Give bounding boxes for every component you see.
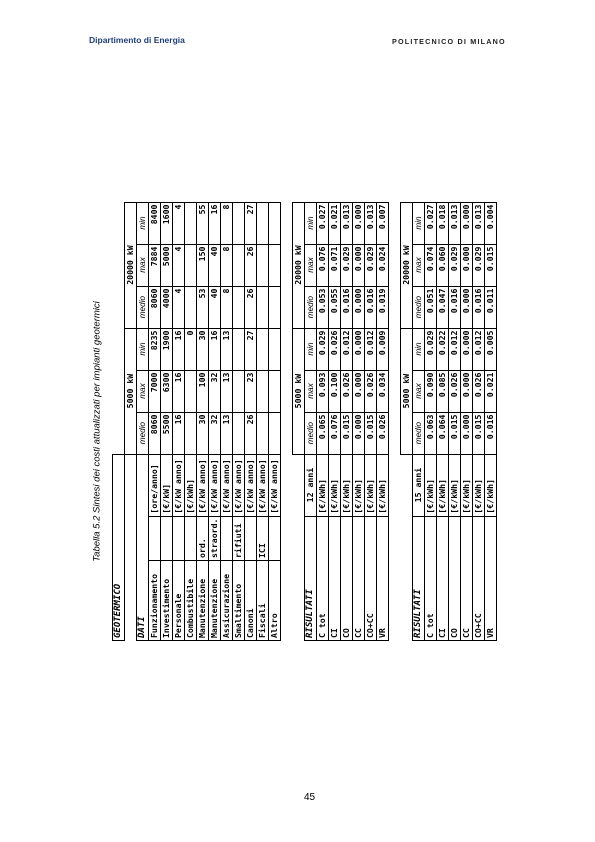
value-cell: 0.012 (341, 328, 353, 370)
value-cell: 0.047 (437, 286, 449, 328)
value-cell: 0.000 (461, 328, 473, 370)
value-cell: 100 (197, 370, 209, 412)
row-sublabel: ord. (197, 516, 209, 560)
value-cell: 5000 (161, 244, 173, 286)
value-cell: 0.016 (449, 286, 461, 328)
results-row (365, 202, 377, 640)
value-cell: 0.018 (437, 202, 449, 244)
size-header: 20000 kW (125, 202, 137, 328)
value-cell: 40 (209, 244, 221, 286)
row-unit: [€/kW anno] (233, 454, 245, 516)
dati-row (269, 202, 281, 640)
value-cell: 0.026 (377, 412, 389, 454)
value-cell: 8400 (149, 202, 161, 244)
value-cell: 1900 (161, 328, 173, 370)
value-cell: 0.029 (317, 328, 329, 370)
subcol-header: max (137, 370, 149, 412)
value-cell: 4 (173, 244, 185, 286)
value-cell: 16 (173, 412, 185, 454)
results-row (485, 202, 497, 640)
row-label: CI (329, 516, 341, 640)
value-cell: 4 (173, 202, 185, 244)
value-cell: 0 (185, 328, 197, 370)
value-cell: 0.000 (353, 202, 365, 244)
row-label: Manutenzione (197, 561, 209, 641)
row-sublabel (185, 516, 197, 560)
value-cell (233, 202, 245, 244)
cost-table (112, 202, 497, 641)
blank-cell (125, 454, 137, 640)
row-label: C tot (425, 516, 437, 640)
value-cell: 0.007 (377, 202, 389, 244)
value-cell: 0.015 (365, 412, 377, 454)
results-row (425, 202, 437, 640)
results-row (341, 202, 353, 640)
row-label: CO+CC (473, 516, 485, 640)
value-cell: 0.034 (377, 370, 389, 412)
results-years: 15 anni (413, 454, 425, 516)
value-cell: 8 (221, 244, 233, 286)
value-cell: 0.053 (317, 286, 329, 328)
value-cell: 0.013 (473, 202, 485, 244)
value-cell: 13 (221, 328, 233, 370)
dati-row (149, 202, 161, 640)
row-label: Canoni (245, 561, 257, 641)
subcol-header: medio (413, 412, 425, 454)
value-cell: 0.000 (353, 370, 365, 412)
row-unit: [€/kWh] (473, 454, 485, 516)
row-sublabel (245, 516, 257, 560)
results-row (353, 202, 365, 640)
row-unit: [€/kWh] (353, 454, 365, 516)
row-unit: [€/kWh] (317, 454, 329, 516)
value-cell (185, 286, 197, 328)
row-label: VR (377, 516, 389, 640)
dati-row (197, 202, 209, 640)
value-cell: 7000 (149, 370, 161, 412)
value-cell: 6300 (161, 370, 173, 412)
size-header: 5000 kW (401, 328, 413, 454)
size-header: 5000 kW (125, 328, 137, 454)
subcol-header: max (413, 244, 425, 286)
blank-cell (401, 454, 413, 640)
row-label: CO (341, 516, 353, 640)
value-cell: 8060 (149, 412, 161, 454)
value-cell: 0.015 (485, 244, 497, 286)
row-sublabel (221, 516, 233, 560)
value-cell: 0.027 (425, 202, 437, 244)
value-cell: 0.000 (461, 286, 473, 328)
dati-label: DATI (137, 454, 149, 640)
value-cell: 0.063 (425, 412, 437, 454)
department-header: Dipartimento di Energia (89, 35, 185, 45)
row-label: VR (485, 516, 497, 640)
value-cell: 0.009 (377, 328, 389, 370)
row-unit: [€/kWh] (329, 454, 341, 516)
value-cell: 0.022 (437, 328, 449, 370)
value-cell (257, 202, 269, 244)
results-header-row (305, 202, 317, 640)
value-cell: 0.029 (449, 244, 461, 286)
value-cell (257, 412, 269, 454)
row-label: Combustibile (185, 561, 197, 641)
value-cell: 30 (197, 328, 209, 370)
value-cell: 0.029 (425, 328, 437, 370)
value-cell: 0.000 (461, 202, 473, 244)
value-cell: 0.093 (317, 370, 329, 412)
value-cell: 0.090 (425, 370, 437, 412)
value-cell: 0.026 (329, 328, 341, 370)
value-cell (269, 202, 281, 244)
value-cell: 0.000 (461, 412, 473, 454)
value-cell (257, 370, 269, 412)
value-cell: 0.055 (329, 286, 341, 328)
row-label: CC (353, 516, 365, 640)
row-sublabel (173, 516, 185, 560)
value-cell (185, 412, 197, 454)
size-header-row (125, 202, 137, 640)
subcol-header: min (305, 202, 317, 244)
subcol-header: min (305, 328, 317, 370)
value-cell: 0.016 (473, 286, 485, 328)
row-label: Manutenzione (209, 561, 221, 641)
value-cell (257, 286, 269, 328)
results-label: RISULTATI (413, 516, 425, 640)
row-unit: [€/kW anno] (173, 454, 185, 516)
value-cell: 0.071 (329, 244, 341, 286)
value-cell: 16 (173, 328, 185, 370)
value-cell: 0.000 (461, 370, 473, 412)
subcol-header: max (305, 244, 317, 286)
value-cell: 0.000 (353, 244, 365, 286)
subcol-header: min (137, 328, 149, 370)
value-cell: 40 (209, 286, 221, 328)
value-cell: 0.011 (485, 286, 497, 328)
value-cell: 0.013 (341, 202, 353, 244)
row-unit: [€/kWh] (485, 454, 497, 516)
row-unit: [€/kWh] (437, 454, 449, 516)
row-unit: [ore/anno] (149, 454, 161, 516)
results-row (461, 202, 473, 640)
dati-row (245, 202, 257, 640)
value-cell: 16 (173, 370, 185, 412)
value-cell: 13 (221, 370, 233, 412)
value-cell: 0.029 (365, 244, 377, 286)
value-cell: 32 (209, 412, 221, 454)
value-cell: 27 (245, 202, 257, 244)
results-size-row (293, 202, 305, 640)
results-label: RISULTATI (305, 516, 317, 640)
value-cell: 27 (245, 328, 257, 370)
value-cell (185, 244, 197, 286)
row-label: Assicurazione (221, 561, 233, 641)
value-cell: 1600 (161, 202, 173, 244)
row-label: CC (461, 516, 473, 640)
value-cell: 0.076 (329, 412, 341, 454)
row-label: Altro (269, 561, 281, 641)
value-cell: 0.026 (341, 370, 353, 412)
value-cell: 0.064 (437, 412, 449, 454)
subcol-header: min (413, 328, 425, 370)
value-cell (269, 244, 281, 286)
row-unit: [€/kW anno] (245, 454, 257, 516)
value-cell: 0.085 (437, 370, 449, 412)
value-cell: 0.074 (425, 244, 437, 286)
row-unit: [€/kW anno] (197, 454, 209, 516)
value-cell: 0.016 (365, 286, 377, 328)
rotated-table-container (112, 125, 517, 641)
row-unit: [€/kWh] (341, 454, 353, 516)
value-cell: 32 (209, 370, 221, 412)
value-cell: 0.029 (473, 244, 485, 286)
value-cell: 16 (209, 202, 221, 244)
row-unit: [€/kW anno] (269, 454, 281, 516)
value-cell: 0.013 (365, 202, 377, 244)
dati-row (221, 202, 233, 640)
gap-row (389, 202, 401, 640)
value-cell: 0.000 (353, 328, 365, 370)
value-cell: 0.021 (329, 202, 341, 244)
row-sublabel: rifiuti (233, 516, 245, 560)
subcol-header: min (137, 202, 149, 244)
value-cell: 0.021 (485, 370, 497, 412)
dati-row (185, 202, 197, 640)
value-cell: 8 (221, 202, 233, 244)
value-cell: 0.027 (317, 202, 329, 244)
subcol-header: max (413, 370, 425, 412)
gap-row (281, 202, 293, 640)
size-header: 20000 kW (293, 202, 305, 328)
blank-cell (113, 202, 125, 454)
row-unit: [€/kW anno] (209, 454, 221, 516)
subcol-header: medio (137, 286, 149, 328)
row-unit: [€/kWh] (461, 454, 473, 516)
value-cell: 0.013 (449, 202, 461, 244)
table-caption: Tabella 5.2 Sintesi dei costi attualizzati per impianti geotermici (91, 301, 103, 562)
value-cell: 0.060 (437, 244, 449, 286)
value-cell: 0.065 (317, 412, 329, 454)
value-cell: 0.000 (353, 286, 365, 328)
row-sublabel (161, 516, 173, 560)
row-sublabel: straord. (209, 516, 221, 560)
dati-row (233, 202, 245, 640)
value-cell: 0.012 (473, 328, 485, 370)
value-cell (269, 286, 281, 328)
gap-cell (389, 202, 401, 640)
value-cell: 8235 (149, 328, 161, 370)
value-cell: 0.024 (377, 244, 389, 286)
value-cell (269, 370, 281, 412)
subcol-header: medio (305, 286, 317, 328)
subcol-header: medio (137, 412, 149, 454)
row-unit: [€/kWh] (449, 454, 461, 516)
value-cell: 0.012 (365, 328, 377, 370)
subcol-header: max (305, 370, 317, 412)
row-label: Investimento (161, 561, 173, 641)
size-header: 20000 kW (401, 202, 413, 328)
value-cell: 0.004 (485, 202, 497, 244)
value-cell: 4 (173, 286, 185, 328)
row-label: CO+CC (365, 516, 377, 640)
value-cell (233, 244, 245, 286)
results-header-row (413, 202, 425, 640)
dati-row (209, 202, 221, 640)
subcol-header: medio (305, 412, 317, 454)
value-cell (269, 328, 281, 370)
row-label: Fiscali (257, 561, 269, 641)
value-cell: 0.026 (365, 370, 377, 412)
results-row (329, 202, 341, 640)
university-header: POLITECNICO DI MILANO (392, 37, 506, 46)
value-cell: 0.019 (377, 286, 389, 328)
value-cell: 26 (245, 286, 257, 328)
table-title: GEOTERMICO (113, 454, 125, 640)
value-cell: 30 (197, 412, 209, 454)
value-cell: 5500 (161, 412, 173, 454)
value-cell: 0.029 (341, 244, 353, 286)
value-cell: 0.026 (473, 370, 485, 412)
dati-header-row (137, 202, 149, 640)
value-cell (185, 370, 197, 412)
value-cell: 26 (245, 244, 257, 286)
results-row (437, 202, 449, 640)
row-label: Funzionamento (149, 561, 161, 641)
value-cell: 0.076 (317, 244, 329, 286)
row-sublabel (149, 516, 161, 560)
value-cell: 0.100 (329, 370, 341, 412)
row-unit: [€/kWh] (365, 454, 377, 516)
value-cell: 0.051 (425, 286, 437, 328)
value-cell (257, 328, 269, 370)
value-cell: 0.026 (449, 370, 461, 412)
row-label: CI (437, 516, 449, 640)
size-header: 5000 kW (293, 328, 305, 454)
row-unit: [€/kWh] (185, 454, 197, 516)
value-cell (233, 412, 245, 454)
row-label: Smaltimento (233, 561, 245, 641)
row-label: Personale (173, 561, 185, 641)
row-unit: [€/kWh] (377, 454, 389, 516)
value-cell: 0.015 (449, 412, 461, 454)
value-cell: 23 (245, 370, 257, 412)
subcol-header: min (413, 202, 425, 244)
value-cell (257, 244, 269, 286)
results-size-row (401, 202, 413, 640)
value-cell: 8 (221, 286, 233, 328)
results-row (317, 202, 329, 640)
results-row (473, 202, 485, 640)
value-cell (185, 202, 197, 244)
row-sublabel (269, 516, 281, 560)
row-unit: [€/kWh] (425, 454, 437, 516)
blank-cell (293, 454, 305, 640)
value-cell: 0.005 (485, 328, 497, 370)
value-cell: 0.016 (341, 286, 353, 328)
row-label: CO (449, 516, 461, 640)
value-cell: 13 (221, 412, 233, 454)
value-cell (233, 328, 245, 370)
row-label: C tot (317, 516, 329, 640)
value-cell: 16 (209, 328, 221, 370)
value-cell: 0.016 (485, 412, 497, 454)
title-row (113, 202, 125, 640)
value-cell: 8060 (149, 286, 161, 328)
value-cell (233, 370, 245, 412)
dati-row (257, 202, 269, 640)
results-years: 12 anni (305, 454, 317, 516)
dati-row (161, 202, 173, 640)
value-cell (269, 412, 281, 454)
value-cell: 0.000 (353, 412, 365, 454)
page-number: 45 (304, 792, 316, 803)
value-cell: 7884 (149, 244, 161, 286)
row-unit: [€/kW anno] (257, 454, 269, 516)
value-cell: 53 (197, 286, 209, 328)
value-cell (233, 286, 245, 328)
value-cell: 26 (245, 412, 257, 454)
value-cell: 0.015 (473, 412, 485, 454)
value-cell: 55 (197, 202, 209, 244)
row-sublabel: ICI (257, 516, 269, 560)
value-cell: 150 (197, 244, 209, 286)
value-cell: 0.015 (341, 412, 353, 454)
value-cell: 0.000 (461, 244, 473, 286)
value-cell: 0.012 (449, 328, 461, 370)
gap-cell (281, 202, 293, 640)
value-cell: 4000 (161, 286, 173, 328)
row-unit: [€/kW anno] (221, 454, 233, 516)
subcol-header: medio (413, 286, 425, 328)
dati-row (173, 202, 185, 640)
subcol-header: max (137, 244, 149, 286)
results-row (377, 202, 389, 640)
results-row (449, 202, 461, 640)
row-unit: [€/kW] (161, 454, 173, 516)
